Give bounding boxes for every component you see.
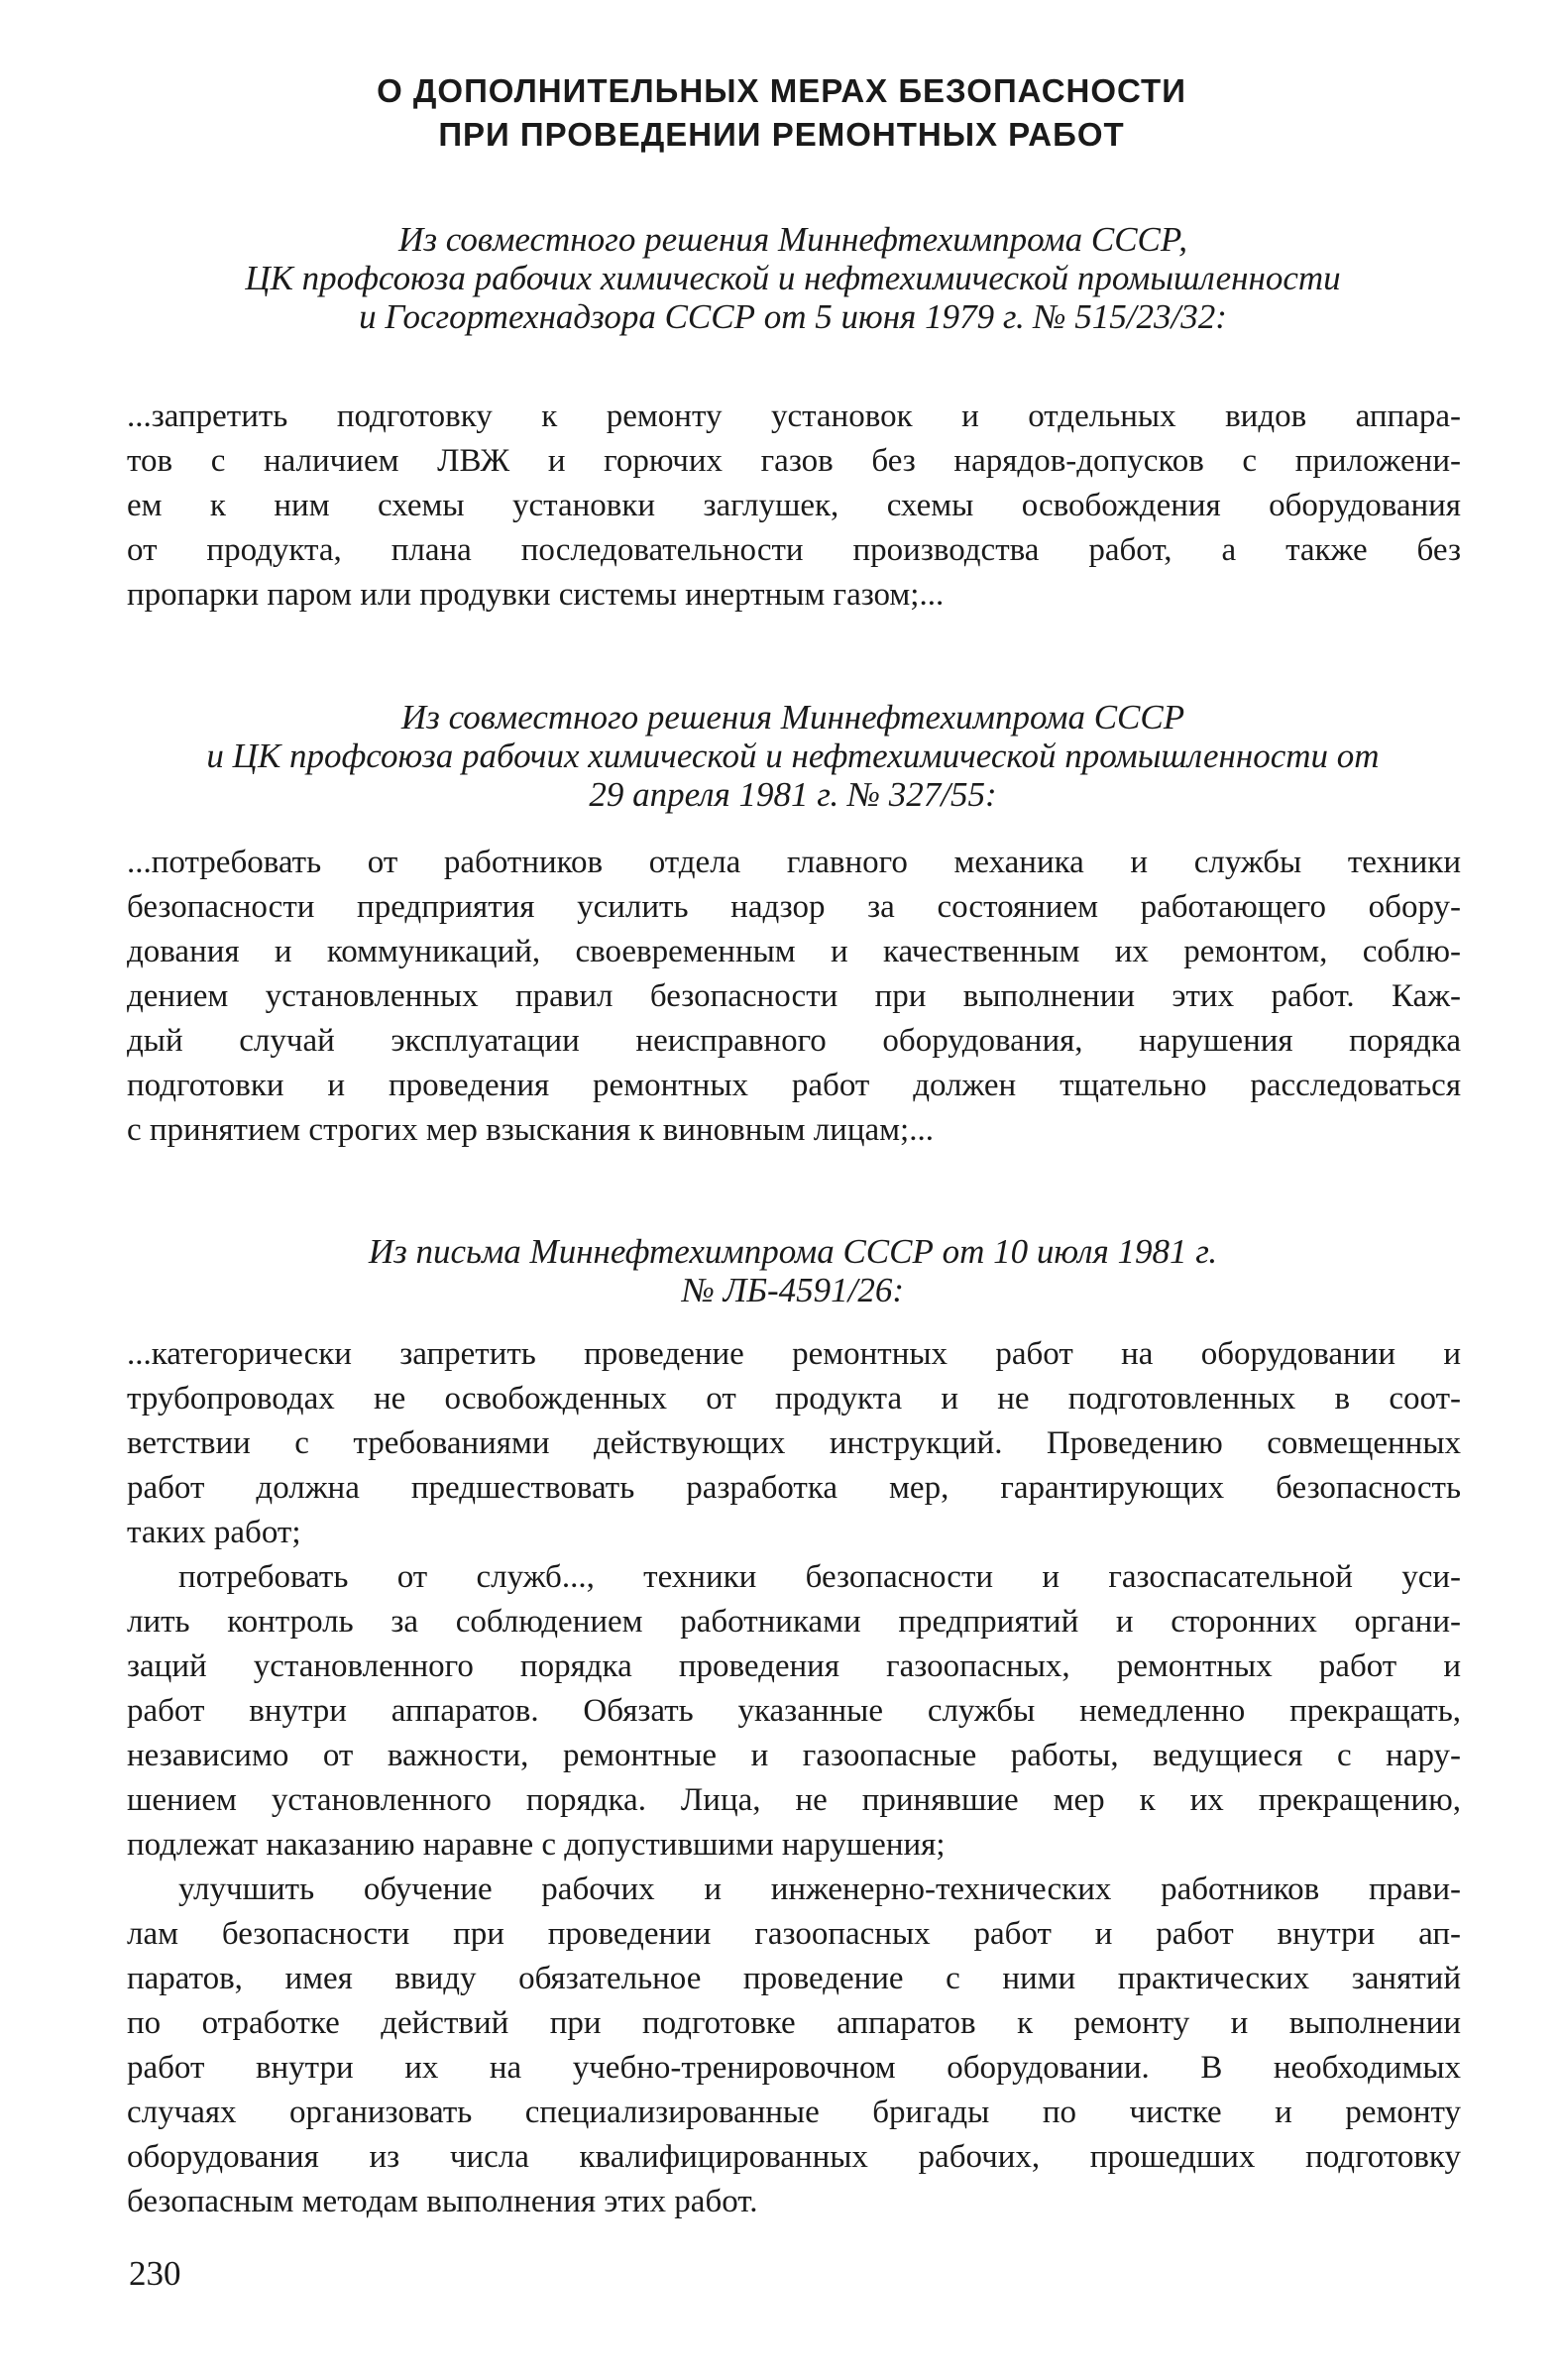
source-citation xyxy=(119,220,1467,336)
paragraph xyxy=(127,1555,1461,1868)
citation-line: Из совместного решения Миннефтехимпрома СССР xyxy=(400,698,1185,737)
citation-line: ЦК профсоюза рабочих химической и нефтехимической промышленности xyxy=(245,259,1341,297)
paragraph xyxy=(127,395,1461,618)
page-number: 230 xyxy=(129,2254,181,2293)
section-body xyxy=(127,395,1461,618)
source-citation xyxy=(119,698,1467,814)
text-line: паратов, имея ввиду обязательное проведение с ними практических занятий xyxy=(127,1961,1461,1996)
text-line: лам безопасности при проведении газоопасных работ и работ внутри ап- xyxy=(127,1916,1461,1952)
title-line: О ДОПОЛНИТЕЛЬНЫХ МЕРАХ БЕЗОПАСНОСТИ xyxy=(377,72,1186,109)
text-line: оборудования из числа квалифицированных рабочих, прошедших подготовку xyxy=(127,2139,1461,2175)
text-line: случаях организовать специализированные бригады по чистке и ремонту xyxy=(127,2095,1461,2130)
text-line: работ должна предшествовать разработка мер, гарантирующих безопасность xyxy=(127,1470,1461,1506)
text-line: дый случай эксплуатации неисправного оборудования, нарушения порядка xyxy=(127,1023,1461,1059)
text-line: таких работ; xyxy=(127,1515,301,1550)
text-line: ветствии с требованиями действующих инструкций. Проведению совмещенных xyxy=(127,1425,1461,1461)
citation-line: и Госгортехнадзора СССР от 5 июня 1979 г. № 515/23/32: xyxy=(359,297,1227,336)
text-line: трубопроводах не освобожденных от продукта и не подготовленных в соот- xyxy=(127,1381,1461,1417)
text-line: работ внутри их на учебно-тренировочном оборудовании. В необходимых xyxy=(127,2050,1461,2086)
citation-line: № ЛБ-4591/26: xyxy=(681,1271,905,1309)
text-line: заций установленного порядка проведения газоопасных, ремонтных работ и xyxy=(127,1648,1461,1684)
text-line: работ внутри аппаратов. Обязать указанные службы немедленно прекращать, xyxy=(127,1693,1461,1729)
text-line: независимо от важности, ремонтные и газоопасные работы, ведущиеся с нару- xyxy=(127,1738,1461,1773)
text-line: безопасным методам выполнения этих работ. xyxy=(127,2184,758,2219)
paragraph xyxy=(127,1868,1461,2224)
text-line: от продукта, плана последовательности производства работ, а также без xyxy=(127,532,1461,568)
section-body xyxy=(127,841,1461,1153)
text-line: пропарки паром или продувки системы инертным газом;... xyxy=(127,577,945,613)
text-line: ...категорически запретить проведение ремонтных работ на оборудовании и xyxy=(127,1336,1461,1372)
text-line: улучшить обучение рабочих и инженерно-технических работников прави- xyxy=(178,1871,1461,1907)
paragraph xyxy=(127,841,1461,1153)
text-line: дением установленных правил безопасности при выполнении этих работ. Каж- xyxy=(127,978,1461,1014)
text-line: с принятием строгих мер взыскания к виновным лицам;... xyxy=(127,1112,934,1148)
text-line: ...потребовать от работников отдела главного механика и службы техники xyxy=(127,845,1461,880)
section-body xyxy=(127,1332,1461,2224)
text-line: подготовки и проведения ремонтных работ должен тщательно расследоваться xyxy=(127,1068,1461,1103)
text-line: ...запретить подготовку к ремонту установок и отдельных видов аппара- xyxy=(127,398,1461,434)
paragraph xyxy=(127,1332,1461,1555)
text-line: по отработке действий при подготовке аппаратов к ремонту и выполнении xyxy=(127,2005,1461,2041)
citation-line: и ЦК профсоюза рабочих химической и нефтехимической промышленности от xyxy=(206,737,1380,775)
page-title xyxy=(0,69,1563,157)
text-line: потребовать от служб..., техники безопасности и газоспасательной уси- xyxy=(178,1559,1461,1595)
source-citation xyxy=(119,1232,1467,1309)
citation-line: Из совместного решения Миннефтехимпрома СССР, xyxy=(398,220,1187,259)
text-line: тов с наличием ЛВЖ и горючих газов без нарядов-допусков с приложени- xyxy=(127,443,1461,479)
text-line: шением установленного порядка. Лица, не принявшие мер к их прекращению, xyxy=(127,1782,1461,1818)
citation-line: 29 апреля 1981 г. № 327/55: xyxy=(589,775,997,814)
title-line: ПРИ ПРОВЕДЕНИИ РЕМОНТНЫХ РАБОТ xyxy=(438,116,1125,153)
text-line: лить контроль за соблюдением работниками предприятий и сторонних органи- xyxy=(127,1604,1461,1640)
text-line: дования и коммуникаций, своевременным и качественным их ремонтом, соблю- xyxy=(127,934,1461,969)
citation-line: Из письма Миннефтехимпрома СССР от 10 июля 1981 г. xyxy=(368,1232,1218,1271)
text-line: ем к ним схемы установки заглушек, схемы освобождения оборудования xyxy=(127,488,1461,523)
text-line: безопасности предприятия усилить надзор за состоянием работающего обору- xyxy=(127,889,1461,925)
text-line: подлежат наказанию наравне с допустившими нарушения; xyxy=(127,1827,946,1863)
